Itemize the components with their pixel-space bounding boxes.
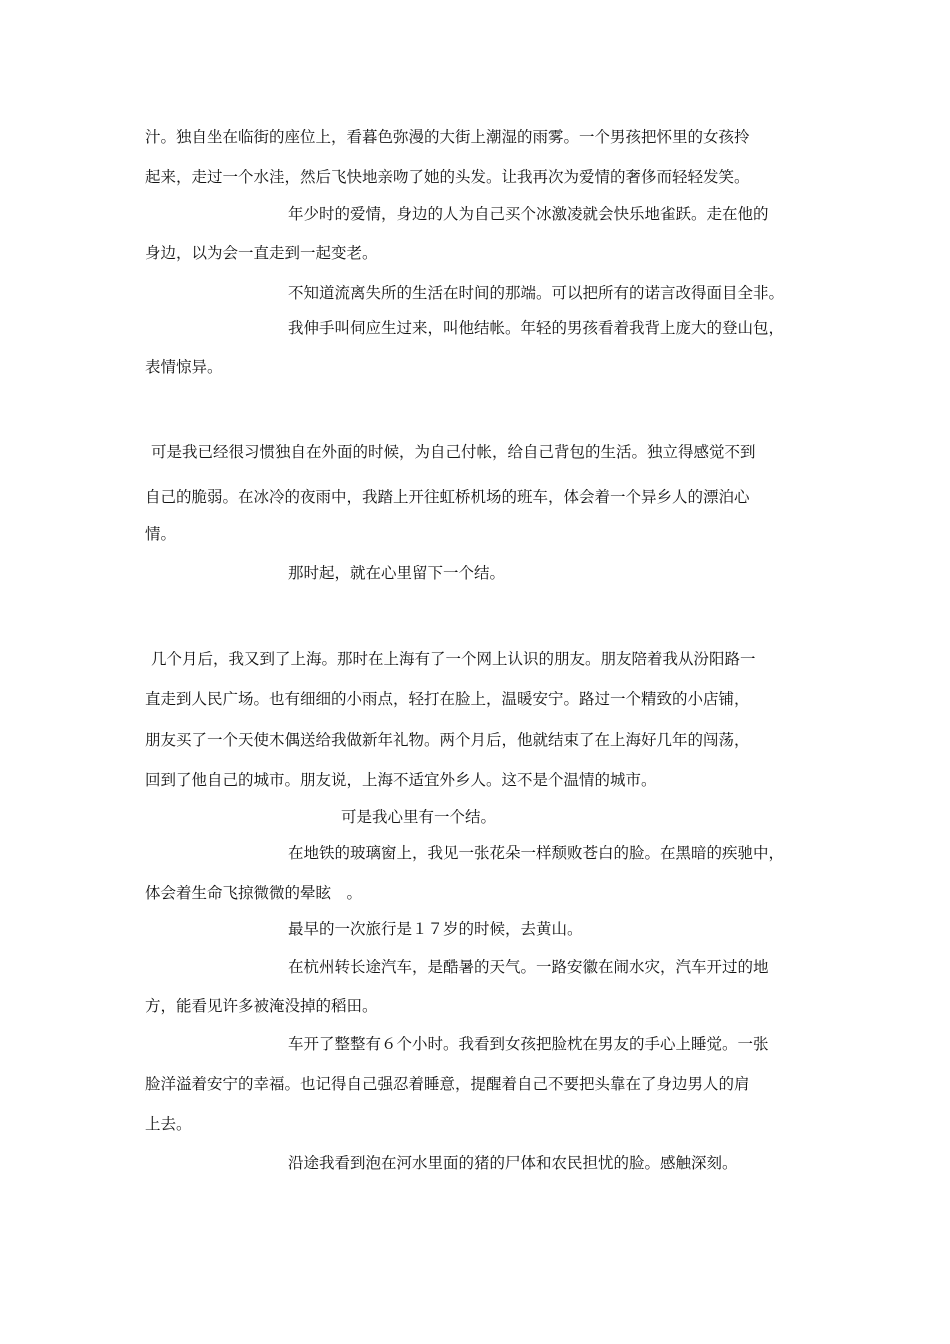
text-line: 几个月后，我又到了上海。那时在上海有了一个网上认识的朋友。朋友陪着我从汾阳路一 [151,650,756,668]
text-line: 方，能看见许多被淹没掉的稻田。 [145,997,378,1015]
text-line: 汁。独自坐在临街的座位上，看暮色弥漫的大街上潮湿的雨雾。一个男孩把怀里的女孩拎 [145,128,750,146]
text-line: 自己的脆弱。在冰冷的夜雨中，我踏上开往虹桥机场的班车，体会着一个异乡人的漂泊心 [145,488,750,506]
text-line: 最早的一次旅行是１７岁的时候，去黄山。 [288,920,583,938]
text-line: 体会着生命飞掠微微的晕眩 。 [145,884,363,902]
text-line: 我伸手叫伺应生过来，叫他结帐。年轻的男孩看着我背上庞大的登山包， [288,319,785,337]
text-line: 不知道流离失所的生活在时间的那端。可以把所有的诺言改得面目全非。 [288,284,785,302]
text-line: 沿途我看到泡在河水里面的猪的尸体和农民担忧的脸。感触深刻。 [288,1154,738,1172]
text-line: 脸洋溢着安宁的幸福。也记得自己强忍着睡意，提醒着自己不要把头靠在了身边男人的肩 [145,1075,750,1093]
text-line: 那时起，就在心里留下一个结。 [288,564,506,582]
text-line: 身边，以为会一直走到一起变老。 [145,244,378,262]
text-line: 表情惊异。 [145,358,223,376]
text-line: 上去。 [145,1115,192,1133]
text-line: 起来，走过一个水洼，然后飞快地亲吻了她的头发。让我再次为爱情的奢侈而轻轻发笑。 [145,168,750,186]
text-line: 可是我已经很习惯独自在外面的时候，为自己付帐，给自己背包的生活。独立得感觉不到 [151,443,756,461]
text-line: 年少时的爱情，身边的人为自己买个冰激凌就会快乐地雀跃。走在他的 [288,205,769,223]
text-line: 在杭州转长途汽车，是酷暑的天气。一路安徽在闹水灾，汽车开过的地 [288,958,769,976]
text-line: 情。 [145,525,177,543]
text-line: 车开了整整有６个小时。我看到女孩把脸枕在男友的手心上睡觉。一张 [288,1035,769,1053]
text-line: 可是我心里有一个结。 [341,808,497,826]
text-line: 在地铁的玻璃窗上，我见一张花朵一样颓败苍白的脸。在黑暗的疾驰中， [288,844,785,862]
text-line: 朋友买了一个天使木偶送给我做新年礼物。两个月后，他就结束了在上海好几年的闯荡， [145,731,750,749]
text-line: 直走到人民广场。也有细细的小雨点，轻打在脸上，温暖安宁。路过一个精致的小店铺， [145,690,750,708]
text-line: 回到了他自己的城市。朋友说，上海不适宜外乡人。这不是个温情的城市。 [145,771,657,789]
